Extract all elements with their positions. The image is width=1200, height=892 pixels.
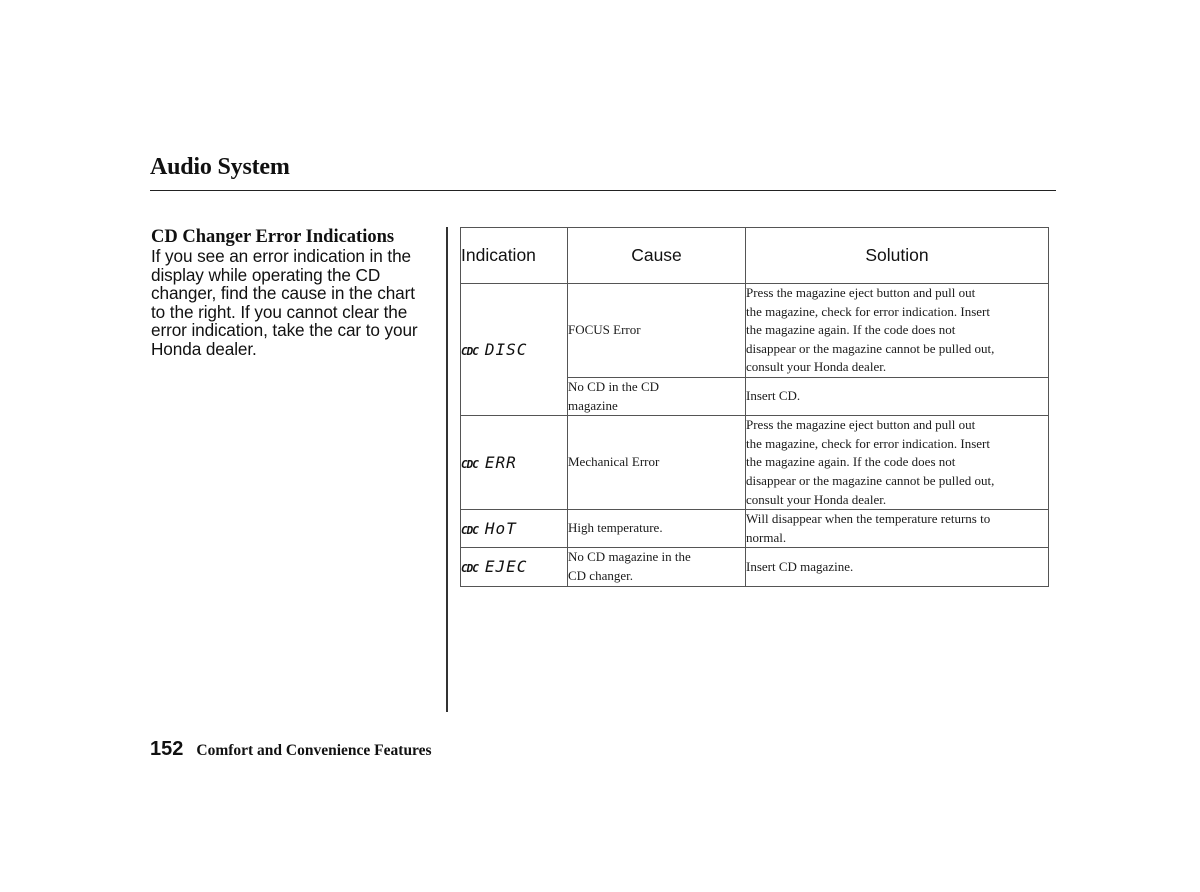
cause-cell: High temperature. bbox=[568, 510, 746, 548]
table-row bbox=[461, 284, 1049, 378]
cause-cell: FOCUS Error bbox=[568, 284, 746, 378]
indication-header: Indication bbox=[461, 228, 568, 284]
lcd-display-code bbox=[461, 519, 517, 538]
lcd-display-code bbox=[461, 340, 527, 359]
solution-cell: Insert CD. bbox=[746, 377, 1049, 415]
error-indications-table bbox=[460, 227, 1049, 587]
solution-cell: Will disappear when the temperature returns to normal. bbox=[746, 510, 1049, 548]
table-row bbox=[461, 548, 1049, 586]
lcd-code: ERR bbox=[484, 452, 517, 472]
page-number: 152 bbox=[150, 738, 184, 760]
lcd-code: DISC bbox=[484, 339, 528, 359]
lcd-prefix: CDC bbox=[461, 344, 478, 358]
cause-header: Cause bbox=[568, 228, 746, 284]
column-divider bbox=[446, 227, 448, 712]
solution-cell: Insert CD magazine. bbox=[746, 548, 1049, 586]
cause-cell: No CD magazine in the CD changer. bbox=[568, 548, 746, 586]
solution-header: Solution bbox=[746, 228, 1049, 284]
lcd-display-code bbox=[461, 557, 527, 576]
lcd-prefix: CDC bbox=[461, 523, 478, 537]
solution-cell: Press the magazine eject button and pull out the magazine, check for error indication. Insert the magazine again. If the code does not disappear or the magazine cannot be pulled out, consult your Honda dealer. bbox=[746, 416, 1049, 510]
indication-cell bbox=[461, 416, 568, 510]
lcd-code: EJEC bbox=[484, 556, 528, 576]
table-row bbox=[461, 510, 1049, 548]
indication-cell bbox=[461, 510, 568, 548]
intro-column bbox=[151, 228, 443, 359]
table-header-row bbox=[461, 228, 1049, 284]
subheading: CD Changer Error Indications bbox=[151, 227, 395, 247]
footer-section-title: Comfort and Convenience Features bbox=[196, 742, 432, 759]
indication-cell bbox=[461, 548, 568, 586]
cause-cell: Mechanical Error bbox=[568, 416, 746, 510]
lcd-code: HoT bbox=[484, 518, 517, 538]
solution-cell: Press the magazine eject button and pull out the magazine, check for error indication. Insert the magazine again. If the code does not disappear or the magazine cannot be pulled out, consult your Honda dealer. bbox=[746, 284, 1049, 378]
lcd-display-code bbox=[461, 453, 517, 472]
page-title: Audio System bbox=[150, 154, 290, 180]
page-footer bbox=[150, 738, 432, 761]
table-row bbox=[461, 416, 1049, 510]
indication-cell bbox=[461, 284, 568, 416]
title-rule bbox=[150, 190, 1056, 191]
cause-cell: No CD in the CD magazine bbox=[568, 377, 746, 415]
lcd-prefix: CDC bbox=[461, 457, 478, 471]
lcd-prefix: CDC bbox=[461, 561, 478, 575]
intro-paragraph: If you see an error indication in the display while operating the CD changer, find the cause in the chart to the right. If you cannot clear the error indication, take the car to your Honda dealer. bbox=[151, 246, 418, 359]
